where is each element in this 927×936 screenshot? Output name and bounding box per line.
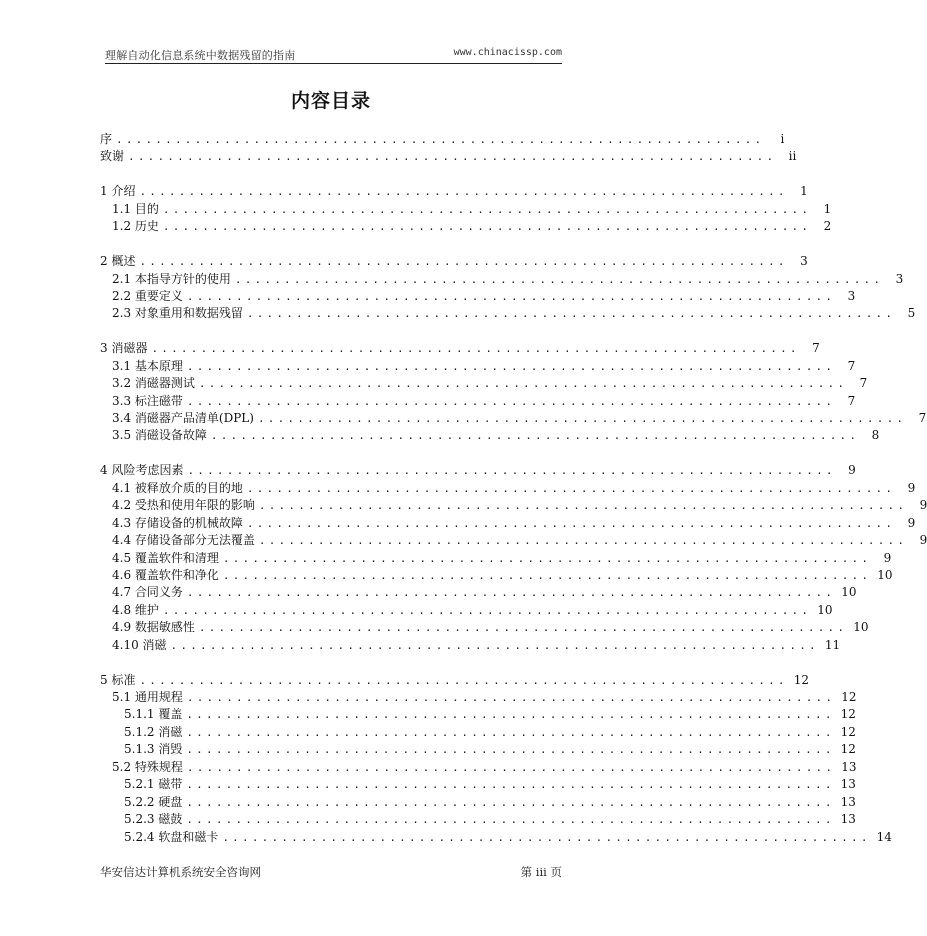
toc-entry[interactable] <box>100 462 856 479</box>
toc-entry-label: 3.5 消磁设备故障 <box>112 428 207 443</box>
toc-entry-page: 3 <box>895 271 904 286</box>
toc-dot-leader: .................................................................. <box>139 673 788 687</box>
toc-entry-label: 2.1 本指导方针的使用 <box>112 271 231 286</box>
toc-dot-leader: .................................................................. <box>186 725 835 739</box>
header-website: www.chinacissp.com <box>453 47 562 58</box>
toc-entry[interactable] <box>100 776 856 793</box>
toc-entry-page: 7 <box>812 341 820 356</box>
toc-entry[interactable] <box>100 340 820 357</box>
toc-entry-label: 2.2 重要定义 <box>112 288 183 303</box>
footer-page-number: 第 iii 页 <box>520 865 562 879</box>
page-header <box>105 47 562 64</box>
toc-entry-label: 2.3 对象重用和数据残留 <box>112 306 243 321</box>
toc-entry[interactable] <box>100 567 893 584</box>
toc-entry-label: 1.2 历史 <box>112 219 159 234</box>
toc-entry[interactable] <box>100 183 808 200</box>
toc-entry-label: 5.1.1 覆盖 <box>124 707 183 722</box>
toc-entry[interactable] <box>100 253 808 270</box>
toc-entry-label: 4.2 受热和使用年限的影响 <box>112 498 255 513</box>
toc-entry-page: i <box>780 132 785 146</box>
toc-entry-label: 4 风险考虑因素 <box>100 463 184 478</box>
toc-entry-label: 4.6 覆盖软件和净化 <box>112 567 219 582</box>
toc-dot-leader: .................................................................. <box>186 289 836 303</box>
toc-dot-leader: .................................................................. <box>186 691 836 704</box>
toc-entry-label: 5.1.2 消磁 <box>124 724 183 739</box>
toc-dot-leader: .................................................................. <box>128 150 777 164</box>
toc-entry[interactable] <box>100 672 810 689</box>
toc-entry-label: 致谢 <box>100 149 125 164</box>
toc-entry-label: 4.9 数据敏感性 <box>112 620 195 635</box>
toc-entry-label: 4.7 合同义务 <box>112 585 183 600</box>
toc-dot-leader: .................................................................. <box>116 133 765 146</box>
toc-entry[interactable] <box>100 794 856 811</box>
toc-entry-label: 5.1.3 消毁 <box>124 742 183 757</box>
toc-dot-leader: .................................................................. <box>222 568 872 582</box>
toc-entry-page: 2 <box>823 219 832 234</box>
toc-entry-page: 7 <box>847 393 856 408</box>
toc-entry-page: 10 <box>853 620 869 635</box>
header-document-title: 理解自动化信息系统中数据残留的指南 <box>105 49 296 62</box>
toc-dot-leader: .................................................................. <box>246 481 896 495</box>
toc-dot-leader: .................................................................. <box>234 272 884 286</box>
toc-entry-page: 13 <box>840 812 856 827</box>
toc-entry-page: ii <box>788 149 797 164</box>
toc-dot-leader: .................................................................. <box>198 621 848 635</box>
toc-entry-label: 3.4 消磁器产品清单(DPL) <box>112 411 254 425</box>
toc-entry-page: 9 <box>848 463 856 478</box>
toc-dot-leader: .................................................................. <box>162 603 812 617</box>
toc-entry-page: 13 <box>840 777 856 792</box>
toc-entry[interactable] <box>100 497 927 514</box>
toc-entry-page: 8 <box>871 428 880 443</box>
toc-entry-label: 4.3 存储设备的机械故障 <box>112 515 243 530</box>
toc-entry-page: 13 <box>840 794 856 809</box>
toc-entry-label: 4.10 消磁 <box>112 637 167 652</box>
toc-dot-leader: .................................................................. <box>257 412 907 425</box>
toc-dot-leader: .................................................................. <box>186 359 836 373</box>
toc-dot-leader: .................................................................. <box>246 307 896 321</box>
toc-entry[interactable] <box>100 201 832 218</box>
toc-dot-leader: .................................................................. <box>187 464 836 478</box>
toc-entry-label: 5.2.1 磁带 <box>124 777 183 792</box>
toc-entry-page: 9 <box>919 533 927 548</box>
toc-entry-page: 12 <box>841 690 857 704</box>
toc-entry-page: 3 <box>847 288 856 303</box>
toc-entry-page: 12 <box>840 707 856 722</box>
toc-dot-leader: .................................................................. <box>186 394 836 408</box>
toc-entry[interactable] <box>100 741 856 758</box>
toc-entry[interactable] <box>100 271 904 288</box>
toc-entry[interactable] <box>100 619 869 636</box>
toc-entry[interactable] <box>100 480 916 497</box>
table-of-contents <box>100 131 927 846</box>
toc-entry-page: 12 <box>840 742 856 757</box>
toc-entry-label: 5.1 通用规程 <box>112 690 183 704</box>
toc-entry-page: 10 <box>817 602 833 617</box>
toc-dot-leader: .................................................................. <box>162 202 812 216</box>
toc-dot-leader: .................................................................. <box>151 342 800 356</box>
toc-entry[interactable] <box>100 148 797 165</box>
toc-entry-label: 1 介绍 <box>100 184 136 199</box>
toc-dot-leader: .................................................................. <box>210 429 860 443</box>
toc-entry[interactable] <box>100 218 832 235</box>
toc-entry[interactable] <box>100 759 857 776</box>
toc-entry[interactable] <box>100 288 856 305</box>
toc-entry-label: 2 概述 <box>100 254 136 269</box>
toc-dot-leader: .................................................................. <box>222 551 872 565</box>
toc-entry-label: 4.8 维护 <box>112 602 159 617</box>
toc-entry[interactable] <box>100 602 833 619</box>
toc-dot-leader: .................................................................. <box>186 708 835 722</box>
toc-entry[interactable] <box>100 515 916 532</box>
toc-entry-page: 9 <box>907 480 916 495</box>
toc-entry-page: 1 <box>800 184 808 199</box>
toc-title: 内容目录 <box>290 90 371 112</box>
toc-entry-page: 5 <box>907 306 916 321</box>
toc-dot-leader: .................................................................. <box>186 743 835 757</box>
toc-entry-page: 3 <box>800 254 808 269</box>
toc-dot-leader: .................................................................. <box>186 813 835 827</box>
toc-dot-leader: .................................................................. <box>198 377 848 391</box>
toc-entry[interactable] <box>100 410 927 427</box>
toc-entry[interactable] <box>100 131 785 148</box>
toc-dot-leader: .................................................................. <box>186 778 835 792</box>
toc-entry-label: 3.2 消磁器测试 <box>112 376 195 391</box>
toc-dot-leader: .................................................................. <box>186 586 836 600</box>
toc-entry-page: 12 <box>840 724 856 739</box>
toc-entry-page: 14 <box>876 829 892 844</box>
toc-entry-label: 3.3 标注磁带 <box>112 393 183 408</box>
toc-entry-label: 4.5 覆盖软件和清理 <box>112 550 219 565</box>
toc-entry-label: 4.4 存储设备部分无法覆盖 <box>112 533 255 548</box>
toc-entry[interactable] <box>100 427 880 444</box>
toc-dot-leader: .................................................................. <box>162 220 812 234</box>
toc-entry-page: 10 <box>841 585 857 600</box>
toc-entry-label: 5 标准 <box>100 672 136 687</box>
toc-entry[interactable] <box>100 305 916 322</box>
toc-dot-leader: .................................................................. <box>139 255 788 269</box>
toc-entry-label: 5.2 特殊规程 <box>112 759 183 774</box>
toc-entry-page: 1 <box>823 201 832 216</box>
toc-entry-page: 9 <box>883 550 892 565</box>
toc-entry-label: 1.1 目的 <box>112 201 159 216</box>
toc-entry[interactable] <box>100 724 856 741</box>
toc-entry-page: 9 <box>907 515 916 530</box>
toc-entry-page: 7 <box>859 376 868 391</box>
toc-entry[interactable] <box>100 689 857 706</box>
toc-dot-leader: .................................................................. <box>258 499 908 513</box>
toc-entry-page: 12 <box>793 672 810 687</box>
toc-dot-leader: .................................................................. <box>222 830 871 844</box>
footer-organization: 华安信达计算机系统安全咨询网 <box>100 865 261 879</box>
toc-entry-page: 9 <box>919 498 927 513</box>
toc-entry[interactable] <box>100 584 857 601</box>
toc-entry-label: 5.2.4 软盘和磁卡 <box>124 829 219 844</box>
toc-entry-label: 3 消磁器 <box>100 341 148 356</box>
toc-entry[interactable] <box>100 829 892 846</box>
toc-dot-leader: .................................................................. <box>246 516 896 530</box>
toc-dot-leader: .................................................................. <box>139 185 788 199</box>
toc-entry-page: 7 <box>847 358 856 373</box>
toc-entry-label: 5.2.2 硬盘 <box>124 794 183 809</box>
toc-entry-label: 序 <box>100 132 113 146</box>
toc-entry-label: 3.1 基本原理 <box>112 358 183 373</box>
toc-dot-leader: .................................................................. <box>186 760 836 774</box>
toc-entry[interactable] <box>100 393 856 410</box>
toc-entry[interactable] <box>100 375 868 392</box>
toc-entry-page: 11 <box>824 637 841 652</box>
toc-entry[interactable] <box>100 811 856 828</box>
toc-entry[interactable] <box>100 637 841 654</box>
toc-entry[interactable] <box>100 550 892 567</box>
toc-entry[interactable] <box>100 532 927 549</box>
toc-dot-leader: .................................................................. <box>170 638 819 652</box>
toc-entry[interactable] <box>100 358 856 375</box>
toc-dot-leader: .................................................................. <box>186 795 835 809</box>
toc-entry-label: 4.1 被释放介质的目的地 <box>112 480 243 495</box>
toc-entry-label: 5.2.3 磁鼓 <box>124 812 183 827</box>
toc-entry-page: 10 <box>877 567 893 582</box>
toc-entry[interactable] <box>100 706 856 723</box>
toc-dot-leader: .................................................................. <box>258 534 908 548</box>
toc-entry-page: 7 <box>918 411 927 425</box>
toc-entry-page: 13 <box>841 759 857 774</box>
